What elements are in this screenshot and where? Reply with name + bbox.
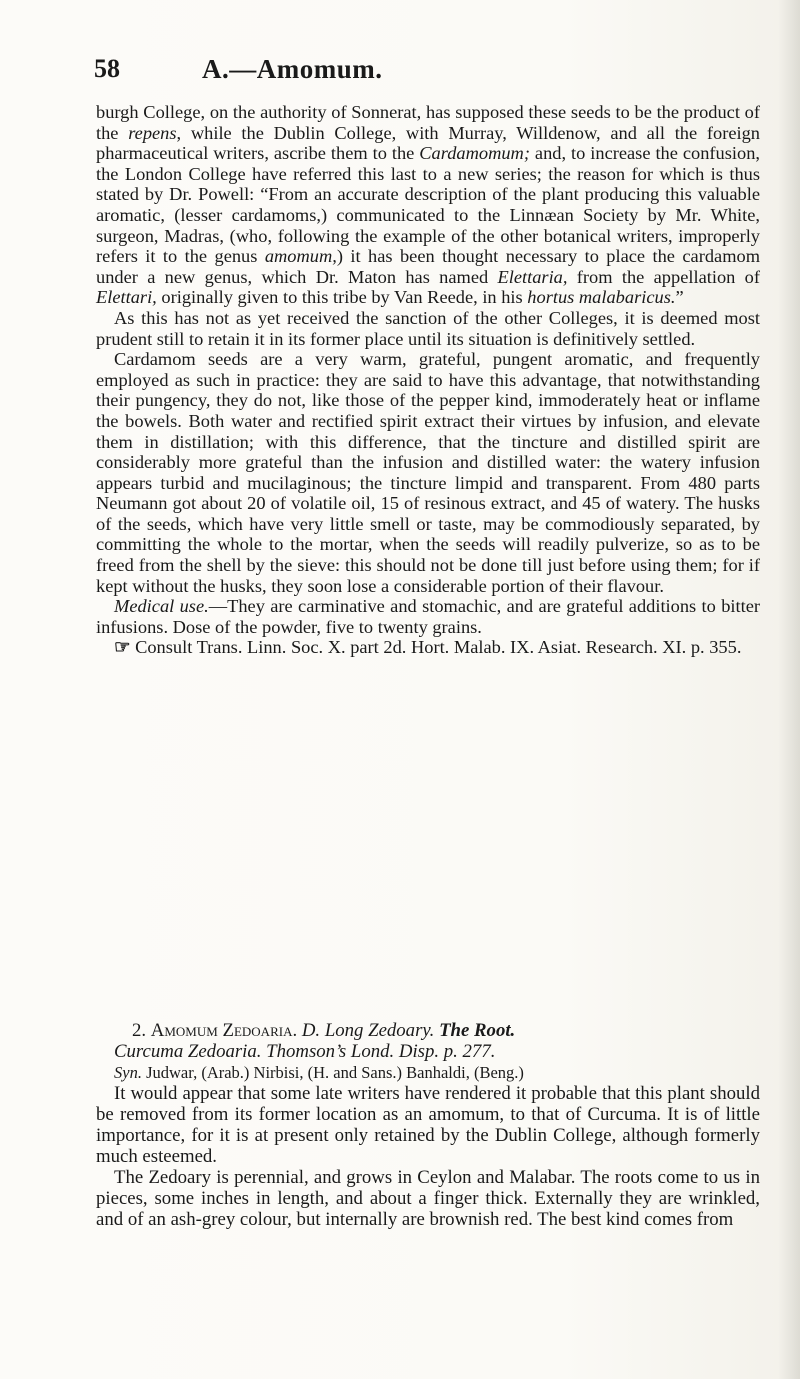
page-edge-shadow bbox=[778, 0, 800, 1379]
section-reference: Curcuma Zedoaria. Thomson’s Lond. Disp. p. 277. bbox=[114, 1041, 496, 1062]
medical-use-label: Medical use. bbox=[114, 596, 209, 617]
species-name: Amomum Zedoaria. bbox=[150, 1020, 298, 1041]
paragraph-continuation: burgh College, on the authority of Sonnerat, has supposed these seeds to be the product of the repens, while the Dublin College, with Murray, Willdenow, and all the foreign pharmaceutical writers, ascribe them to the Cardamomum; and, to increase the confusion, the London College have referred this last to a new series; the reason for which is thus stated by Dr. Powell: “From an accurate description of the plant producing this valuable aromatic, (lesser cardamoms,) communicated to the Linnæan Society by Mr. White, surgeon, Madras, (who, following the example of the other botanical writers, improperly refers it to the genus amomum,) it has been thought necessary to place the cardamom under a new genus, which Dr. Maton has named Elettaria, from the appellation of Elettari, originally given to this tribe by Van Reede, in his hortus malabaricus.” bbox=[96, 102, 760, 308]
paragraph-medical-use: Medical use.—They are carminative and stomachic, and are grateful additions to bitter infusions. Dose of the powder, five to twenty grains. bbox=[96, 596, 761, 637]
page-number: 58 bbox=[94, 54, 120, 83]
section-zedoaria bbox=[96, 1020, 760, 1230]
synonyms: Syn. Judwar, (Arab.) Nirbisi, (H. and Sans.) Banhaldi, (Beng.) bbox=[114, 1063, 524, 1082]
running-head: A.—Amomum. bbox=[202, 54, 383, 84]
paragraph-description: The Zedoary is perennial, and grows in Ceylon and Malabar. The roots come to us in pieces, some inches in length, and about a finger thick. Externally they are wrinkled, and of an ash-grey colour, but internally are brownish red. The best kind comes from bbox=[96, 1167, 760, 1230]
paragraph-sanction: As this has not as yet received the sanction of the other Colleges, it is deemed most prudent still to retain it in its former place until its situation is definitively settled. bbox=[96, 307, 760, 349]
paragraph-location: It would appear that some late writers have rendered it probable that this plant should be removed from its former location as an amomum, to that of Curcuma. It is of little importance, for it is at present only retained by the Dublin College, although formerly much esteemed. bbox=[96, 1083, 760, 1167]
part-used: The Root. bbox=[434, 1020, 516, 1041]
page-header bbox=[94, 54, 774, 94]
paragraph-cardamom-seeds: Cardamom seeds are a very warm, grateful, pungent aromatic, and frequently employed as such in practice: they are said to have this advantage, that notwithstanding their pungency, they do not, like those of the pepper kind, immoderately heat or inflame the bowels. Both water and rectified spirit extract their virtues by infusion, and elevate them in distillation; with this difference, that the tincture and distilled spirit are considerably more grateful than the infusion and distilled water: the watery infusion appears turbid and mucilaginous; the tincture limpid and transparent. From 480 parts Neumann got about 20 of volatile oil, 15 of resinous extract, and 45 of watery. The husks of the seeds, which have very little smell or taste, may be commodiously separated, by committing the whole to the mortar, when the seeds will readily pulverize, so as to be freed from the shell by the sieve: this should not be done till just before using them; for if kept without the husks, they soon lose a considerable portion of their flavour. bbox=[96, 349, 760, 596]
pointing-hand-icon: ☞ bbox=[114, 637, 131, 658]
paragraph-references: ☞ Consult Trans. Linn. Soc. X. part 2d. Hort. Malab. IX. Asiat. Research. XI. p. 355. bbox=[114, 637, 742, 658]
common-name: Long Zedoary. bbox=[324, 1020, 435, 1041]
section-heading: 2. Amomum Zedoaria. D. Long Zedoary. The Root. bbox=[132, 1020, 516, 1041]
main-text bbox=[96, 102, 760, 658]
